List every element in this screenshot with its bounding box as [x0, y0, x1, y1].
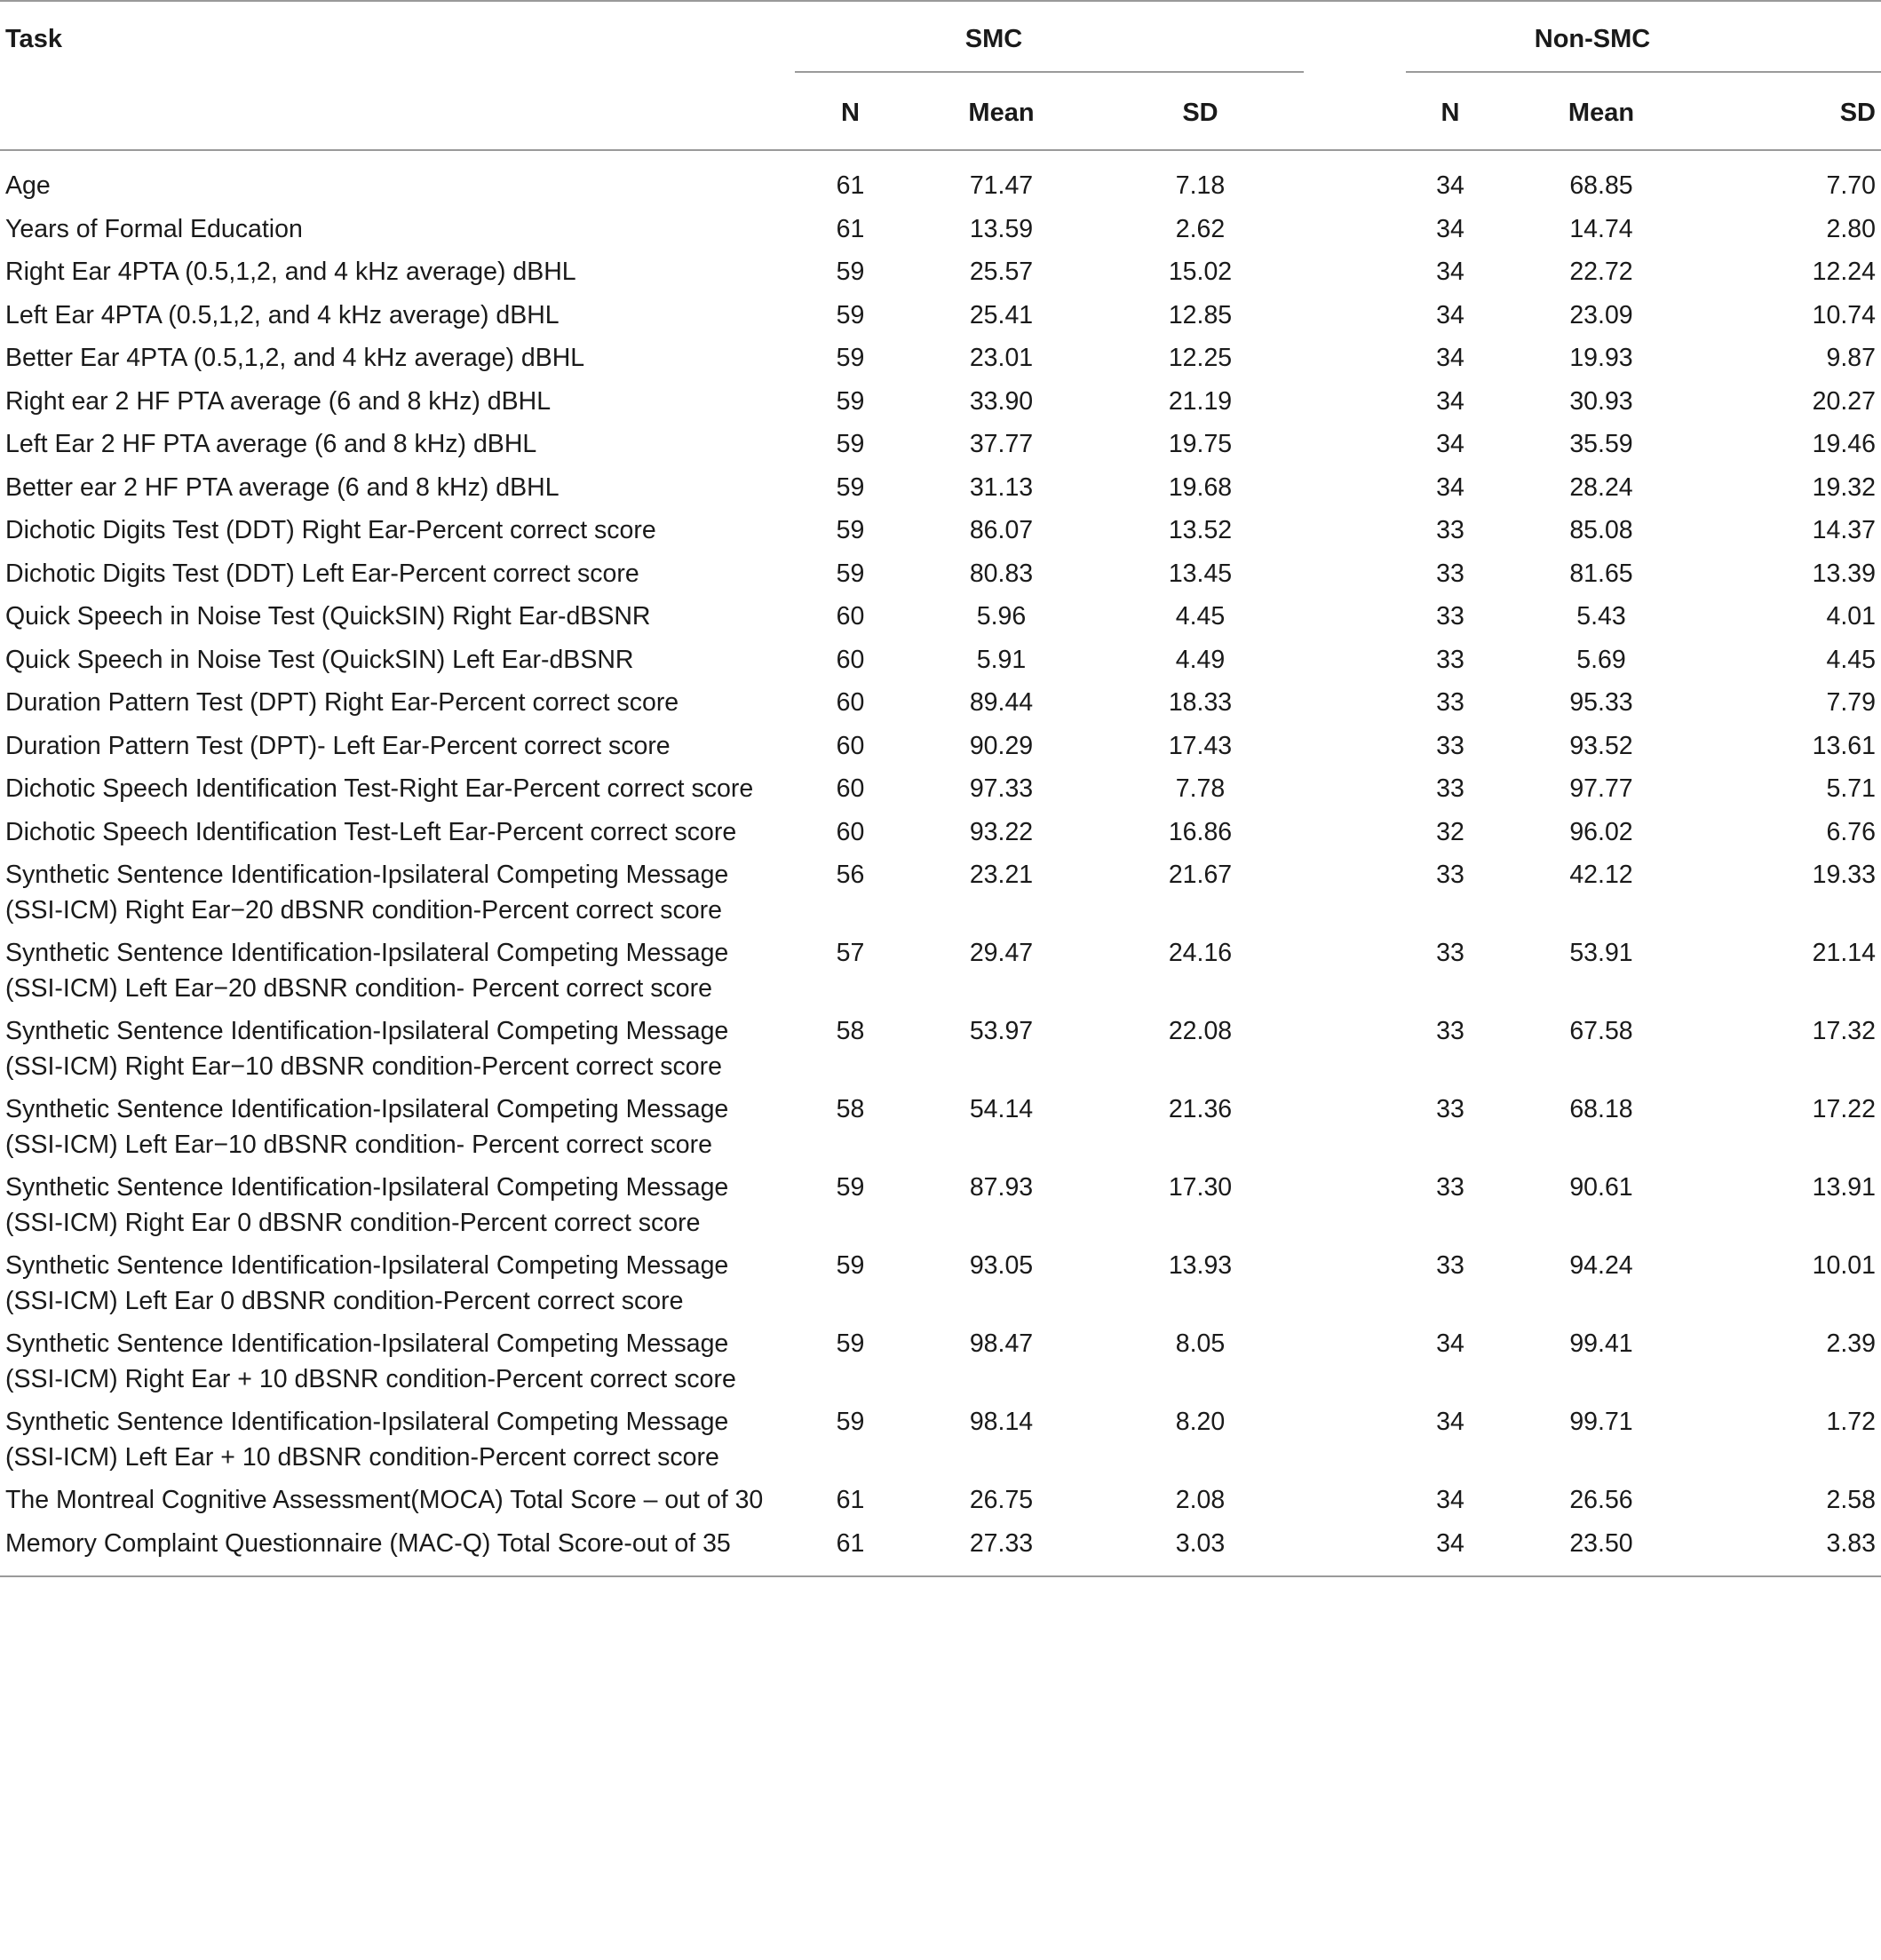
cell-smc-mean: 5.96: [976, 602, 1027, 631]
cell-nonsmc-n: 32: [1436, 817, 1464, 846]
cell-nonsmc-mean: 28.24: [1569, 472, 1633, 502]
cell-task: Synthetic Sentence Identification-Ipsilateral Competing Message (SSI-ICM) Left Ear−10 dBSNR condition- Percent correct score: [5, 1095, 729, 1159]
cell-smc-mean: 13.59: [969, 214, 1034, 243]
cell-task: Synthetic Sentence Identification-Ipsilateral Competing Message (SSI-ICM) Left Ear + 10 dBSNR condition-Percent correct score: [5, 1408, 729, 1472]
cell-task: Synthetic Sentence Identification-Ipsilateral Competing Message (SSI-ICM) Left Ear 0 dBSNR condition-Percent correct score: [5, 1251, 729, 1315]
cell-nonsmc-mean: 5.43: [1576, 602, 1626, 631]
spacer-cell: [1304, 852, 1406, 930]
table-row: [0, 766, 1881, 809]
cell-task: The Montreal Cognitive Assessment(MOCA) Total Score – out of 30: [5, 1486, 764, 1514]
cell-task: Synthetic Sentence Identification-Ipsilateral Competing Message (SSI-ICM) Right Ear−20 dBSNR condition-Percent correct score: [5, 861, 729, 924]
cell-nonsmc-mean: 30.93: [1569, 386, 1633, 416]
cell-smc-sd: 17.30: [1168, 1173, 1233, 1202]
cell-nonsmc-sd: 13.91: [1812, 1173, 1876, 1202]
cell-nonsmc-n: 33: [1436, 731, 1464, 760]
spacer-cell: [1304, 378, 1406, 422]
cell-nonsmc-sd: 19.33: [1812, 861, 1876, 889]
cell-nonsmc-mean: 14.74: [1569, 214, 1633, 243]
group-header-row: [0, 7, 1881, 72]
spacer-cell: [1304, 292, 1406, 336]
cell-smc-mean: 98.14: [969, 1408, 1034, 1436]
cell-task: Dichotic Digits Test (DDT) Left Ear-Percent correct score: [5, 559, 639, 588]
cell-smc-mean: 5.91: [976, 645, 1027, 674]
header-group-smc: SMC: [964, 24, 1023, 53]
cell-smc-mean: 86.07: [969, 516, 1034, 544]
table-header: [0, 1, 1881, 150]
cell-smc-sd: 7.18: [1175, 171, 1226, 200]
cell-smc-n: 59: [836, 1408, 865, 1436]
cell-smc-n: 59: [836, 258, 865, 286]
cell-nonsmc-mean: 99.71: [1569, 1408, 1633, 1436]
cell-task: Left Ear 4PTA (0.5,1,2, and 4 kHz average) dBHL: [5, 300, 560, 329]
cell-smc-n: 61: [836, 1528, 865, 1558]
cell-nonsmc-sd: 19.46: [1812, 430, 1876, 458]
cell-smc-mean: 25.41: [969, 300, 1034, 329]
cell-nonsmc-mean: 81.65: [1569, 559, 1633, 588]
cell-smc-n: 59: [836, 386, 865, 416]
table-row: [0, 1164, 1881, 1242]
cell-smc-mean: 29.47: [969, 939, 1034, 967]
spacer-cell: [1304, 464, 1406, 508]
cell-nonsmc-mean: 96.02: [1569, 817, 1633, 846]
table-row: [0, 930, 1881, 1008]
cell-nonsmc-sd: 21.14: [1812, 939, 1876, 967]
cell-smc-n: 60: [836, 774, 865, 803]
cell-nonsmc-sd: 1.72: [1826, 1408, 1876, 1436]
cell-nonsmc-n: 33: [1436, 1173, 1464, 1202]
cell-task: Memory Complaint Questionnaire (MAC-Q) Total Score-out of 35: [5, 1528, 731, 1558]
table-row: [0, 421, 1881, 464]
cell-nonsmc-sd: 9.87: [1826, 344, 1876, 372]
spacer-cell: [1304, 723, 1406, 766]
cell-task: Synthetic Sentence Identification-Ipsilateral Competing Message (SSI-ICM) Right Ear + 10 dBSNR condition-Percent correct score: [5, 1329, 736, 1393]
cell-nonsmc-mean: 5.69: [1576, 645, 1626, 674]
cell-task: Right Ear 4PTA (0.5,1,2, and 4 kHz average) dBHL: [5, 258, 576, 286]
cell-nonsmc-mean: 85.08: [1569, 516, 1633, 544]
header-smc-sd: SD: [1182, 98, 1218, 127]
cell-smc-sd: 7.78: [1175, 774, 1226, 803]
cell-smc-mean: 53.97: [969, 1017, 1034, 1045]
cell-nonsmc-n: 34: [1436, 344, 1464, 372]
spacer-cell: [1304, 1086, 1406, 1164]
cell-smc-sd: 8.05: [1175, 1329, 1226, 1358]
cell-smc-n: 58: [836, 1017, 865, 1045]
cell-nonsmc-sd: 10.01: [1812, 1251, 1876, 1280]
cell-smc-mean: 26.75: [969, 1486, 1034, 1514]
spacer-cell: [1304, 1399, 1406, 1477]
cell-task: Synthetic Sentence Identification-Ipsilateral Competing Message (SSI-ICM) Right Ear 0 dBSNR condition-Percent correct score: [5, 1173, 729, 1237]
cell-smc-n: 59: [836, 472, 865, 502]
cell-nonsmc-n: 34: [1436, 1329, 1464, 1358]
cell-smc-mean: 89.44: [969, 688, 1034, 717]
cell-nonsmc-n: 34: [1436, 1486, 1464, 1514]
header-smc-mean: Mean: [968, 98, 1035, 127]
table-row: [0, 679, 1881, 723]
table-row: [0, 292, 1881, 336]
cell-smc-n: 59: [836, 1173, 865, 1202]
table-row: [0, 378, 1881, 422]
cell-smc-mean: 93.05: [969, 1251, 1034, 1280]
cell-nonsmc-mean: 35.59: [1569, 430, 1633, 458]
cell-nonsmc-sd: 13.39: [1812, 559, 1876, 588]
cell-smc-mean: 23.01: [969, 344, 1034, 372]
cell-smc-n: 58: [836, 1095, 865, 1123]
cell-smc-n: 61: [836, 171, 865, 200]
cell-nonsmc-mean: 22.72: [1569, 258, 1633, 286]
cell-nonsmc-mean: 68.85: [1569, 171, 1633, 200]
cell-nonsmc-sd: 19.32: [1812, 472, 1876, 502]
cell-smc-n: 60: [836, 602, 865, 631]
table-row: [0, 507, 1881, 551]
cell-smc-sd: 8.20: [1175, 1408, 1226, 1436]
cell-nonsmc-mean: 99.41: [1569, 1329, 1633, 1358]
cell-smc-n: 59: [836, 344, 865, 372]
table-row: [0, 637, 1881, 680]
cell-smc-n: 59: [836, 1251, 865, 1280]
header-group-nonsmc: Non-SMC: [1534, 24, 1651, 53]
cell-nonsmc-sd: 7.70: [1826, 171, 1876, 200]
cell-nonsmc-sd: 17.32: [1812, 1017, 1876, 1045]
spacer-cell: [1304, 249, 1406, 292]
table-row: [0, 1321, 1881, 1399]
cell-smc-mean: 71.47: [969, 171, 1034, 200]
cell-nonsmc-sd: 2.80: [1826, 214, 1876, 243]
cell-nonsmc-n: 34: [1436, 300, 1464, 329]
cell-task: Better Ear 4PTA (0.5,1,2, and 4 kHz average) dBHL: [5, 344, 585, 372]
cell-smc-n: 60: [836, 645, 865, 674]
cell-smc-sd: 22.08: [1168, 1017, 1233, 1045]
cell-nonsmc-sd: 3.83: [1826, 1528, 1876, 1558]
cell-nonsmc-sd: 4.01: [1826, 602, 1876, 631]
spacer-cell: [1304, 551, 1406, 594]
cell-nonsmc-n: 33: [1436, 939, 1464, 967]
table-row: [0, 852, 1881, 930]
cell-nonsmc-mean: 90.61: [1569, 1173, 1633, 1202]
cell-smc-sd: 15.02: [1168, 258, 1233, 286]
cell-nonsmc-n: 34: [1436, 430, 1464, 458]
cell-nonsmc-sd: 6.76: [1826, 817, 1876, 846]
cell-nonsmc-mean: 67.58: [1569, 1017, 1633, 1045]
table-row: [0, 551, 1881, 594]
cell-smc-mean: 23.21: [969, 861, 1034, 889]
table-row: [0, 1399, 1881, 1477]
cell-nonsmc-n: 33: [1436, 559, 1464, 588]
cell-nonsmc-n: 34: [1436, 214, 1464, 243]
table-row: [0, 1520, 1881, 1577]
cell-smc-mean: 37.77: [969, 430, 1034, 458]
cell-smc-n: 60: [836, 817, 865, 846]
cell-nonsmc-n: 33: [1436, 645, 1464, 674]
cell-nonsmc-sd: 2.39: [1826, 1329, 1876, 1358]
cell-smc-mean: 90.29: [969, 731, 1034, 760]
header-smc-n: N: [841, 98, 860, 127]
cell-smc-mean: 80.83: [969, 559, 1034, 588]
spacer-cell: [1304, 809, 1406, 853]
cell-smc-sd: 4.49: [1175, 645, 1226, 674]
table-row: [0, 1477, 1881, 1520]
cell-smc-sd: 19.68: [1168, 472, 1233, 502]
table-row: [0, 206, 1881, 250]
spacer-cell: [1304, 1321, 1406, 1399]
nonsmc-underline: [1406, 72, 1881, 82]
spacer-cell: [1304, 679, 1406, 723]
cell-nonsmc-mean: 19.93: [1569, 344, 1633, 372]
cell-nonsmc-n: 33: [1436, 688, 1464, 717]
cell-smc-sd: 21.19: [1168, 386, 1233, 416]
cell-smc-sd: 12.85: [1168, 300, 1233, 329]
cell-task: Synthetic Sentence Identification-Ipsilateral Competing Message (SSI-ICM) Left Ear−20 dBSNR condition- Percent correct score: [5, 939, 729, 1003]
cell-smc-n: 57: [836, 939, 865, 967]
top-rule: [0, 1, 1881, 7]
table-body: [0, 150, 1881, 1576]
cell-task: Synthetic Sentence Identification-Ipsilateral Competing Message (SSI-ICM) Right Ear−10 dBSNR condition-Percent correct score: [5, 1017, 729, 1081]
cell-nonsmc-n: 33: [1436, 516, 1464, 544]
cell-task: Dichotic Speech Identification Test-Right Ear-Percent correct score: [5, 774, 754, 803]
spacer-cell: [1304, 206, 1406, 250]
cell-nonsmc-mean: 42.12: [1569, 861, 1633, 889]
cell-smc-mean: 27.33: [969, 1528, 1034, 1558]
cell-smc-sd: 13.45: [1168, 559, 1233, 588]
table-row: [0, 1242, 1881, 1321]
cell-nonsmc-sd: 17.22: [1812, 1095, 1876, 1123]
cell-nonsmc-mean: 23.50: [1569, 1528, 1633, 1558]
cell-smc-sd: 2.08: [1175, 1486, 1226, 1514]
table-row: [0, 249, 1881, 292]
smc-underline: [795, 72, 1304, 82]
cell-smc-n: 61: [836, 1486, 865, 1514]
header-nonsmc-sd: SD: [1839, 98, 1876, 127]
cell-nonsmc-n: 33: [1436, 1095, 1464, 1123]
cell-task: Right ear 2 HF PTA average (6 and 8 kHz) dBHL: [5, 386, 552, 416]
cell-smc-sd: 18.33: [1168, 688, 1233, 717]
cell-nonsmc-sd: 10.74: [1812, 300, 1876, 329]
cell-smc-sd: 12.25: [1168, 344, 1233, 372]
spacer-cell: [1304, 1477, 1406, 1520]
table-row: [0, 335, 1881, 378]
cell-smc-n: 59: [836, 1329, 865, 1358]
spacer-cell: [1304, 766, 1406, 809]
cell-nonsmc-n: 34: [1436, 258, 1464, 286]
cell-nonsmc-n: 34: [1436, 1408, 1464, 1436]
cell-task: Dichotic Speech Identification Test-Left Ear-Percent correct score: [5, 817, 737, 846]
header-nonsmc-mean: Mean: [1568, 98, 1635, 127]
spacer-cell: [1304, 1008, 1406, 1086]
spacer-cell: [1304, 593, 1406, 637]
table-row: [0, 464, 1881, 508]
header-nonsmc-n: N: [1441, 98, 1460, 127]
header-task: Task: [5, 25, 62, 53]
cell-smc-mean: 31.13: [969, 472, 1034, 502]
cell-task: Left Ear 2 HF PTA average (6 and 8 kHz) dBHL: [5, 430, 537, 458]
spacer-cell: [1304, 1242, 1406, 1321]
cell-nonsmc-mean: 95.33: [1569, 688, 1633, 717]
cell-nonsmc-sd: 7.79: [1826, 688, 1876, 717]
cell-nonsmc-n: 33: [1436, 774, 1464, 803]
cell-smc-n: 61: [836, 214, 865, 243]
cell-smc-mean: 93.22: [969, 817, 1034, 846]
bottom-rule: [0, 1576, 1881, 1581]
cell-smc-sd: 21.36: [1168, 1095, 1233, 1123]
cell-smc-n: 60: [836, 688, 865, 717]
spacer-cell: [1304, 930, 1406, 1008]
spacer-cell: [1304, 507, 1406, 551]
cell-nonsmc-n: 33: [1436, 1251, 1464, 1280]
cell-nonsmc-mean: 97.77: [1569, 774, 1633, 803]
cell-smc-sd: 19.75: [1168, 430, 1233, 458]
cell-nonsmc-mean: 68.18: [1569, 1095, 1633, 1123]
table-row: [0, 723, 1881, 766]
cell-nonsmc-n: 33: [1436, 1017, 1464, 1045]
cell-nonsmc-n: 33: [1436, 602, 1464, 631]
spacer-cell: [1304, 1520, 1406, 1577]
cell-smc-n: 59: [836, 559, 865, 588]
cell-nonsmc-n: 34: [1436, 386, 1464, 416]
cell-smc-mean: 33.90: [969, 386, 1034, 416]
cell-task: Better ear 2 HF PTA average (6 and 8 kHz) dBHL: [5, 472, 560, 502]
cell-smc-sd: 24.16: [1168, 939, 1233, 967]
cell-smc-mean: 25.57: [969, 258, 1034, 286]
cell-nonsmc-mean: 94.24: [1569, 1251, 1633, 1280]
spacer-cell: [1304, 150, 1406, 206]
cell-smc-sd: 3.03: [1175, 1528, 1226, 1558]
cell-nonsmc-sd: 12.24: [1812, 258, 1876, 286]
table-row: [0, 1008, 1881, 1086]
cell-nonsmc-sd: 14.37: [1812, 516, 1876, 544]
cell-nonsmc-sd: 4.45: [1826, 645, 1876, 674]
cell-task: Duration Pattern Test (DPT) Right Ear-Percent correct score: [5, 688, 679, 717]
cell-nonsmc-sd: 20.27: [1812, 386, 1876, 416]
cell-nonsmc-mean: 23.09: [1569, 300, 1633, 329]
cell-smc-sd: 21.67: [1168, 861, 1233, 889]
cell-smc-sd: 16.86: [1168, 817, 1233, 846]
cell-nonsmc-n: 34: [1436, 472, 1464, 502]
cell-nonsmc-n: 34: [1436, 1528, 1464, 1558]
cell-smc-n: 59: [836, 516, 865, 544]
cell-smc-sd: 13.52: [1168, 516, 1233, 544]
spacer-cell: [1304, 637, 1406, 680]
cell-task: Duration Pattern Test (DPT)- Left Ear-Percent correct score: [5, 731, 671, 760]
table-row: [0, 1086, 1881, 1164]
cell-task: Years of Formal Education: [5, 214, 303, 243]
cell-nonsmc-mean: 93.52: [1569, 731, 1633, 760]
table-row: [0, 150, 1881, 206]
cell-smc-mean: 87.93: [969, 1173, 1034, 1202]
spacer-cell: [1304, 421, 1406, 464]
cell-smc-sd: 2.62: [1175, 214, 1226, 243]
cell-nonsmc-mean: 26.56: [1569, 1486, 1633, 1514]
cell-smc-mean: 97.33: [969, 774, 1034, 803]
cell-smc-n: 56: [836, 861, 865, 889]
cell-smc-n: 59: [836, 300, 865, 329]
cell-smc-sd: 4.45: [1175, 602, 1226, 631]
cell-task: Quick Speech in Noise Test (QuickSIN) Left Ear-dBSNR: [5, 645, 634, 674]
cell-nonsmc-n: 34: [1436, 171, 1464, 200]
cell-smc-mean: 54.14: [969, 1095, 1034, 1123]
cell-nonsmc-sd: 2.58: [1826, 1486, 1876, 1514]
spacer-cell: [1304, 335, 1406, 378]
cell-smc-n: 60: [836, 731, 865, 760]
cell-smc-mean: 98.47: [969, 1329, 1034, 1358]
cell-smc-sd: 17.43: [1168, 731, 1233, 760]
table-row: [0, 809, 1881, 853]
spacer-cell: [1304, 1164, 1406, 1242]
cell-nonsmc-sd: 5.71: [1826, 774, 1876, 803]
cell-nonsmc-mean: 53.91: [1569, 939, 1633, 967]
cell-nonsmc-n: 33: [1436, 861, 1464, 889]
cell-task: Dichotic Digits Test (DDT) Right Ear-Percent correct score: [5, 516, 656, 544]
cell-task: Quick Speech in Noise Test (QuickSIN) Right Ear-dBSNR: [5, 602, 651, 631]
cell-smc-n: 59: [836, 430, 865, 458]
cell-nonsmc-sd: 13.61: [1812, 731, 1876, 760]
cell-smc-sd: 13.93: [1168, 1251, 1233, 1280]
table-row: [0, 593, 1881, 637]
cell-task: Age: [5, 171, 51, 200]
